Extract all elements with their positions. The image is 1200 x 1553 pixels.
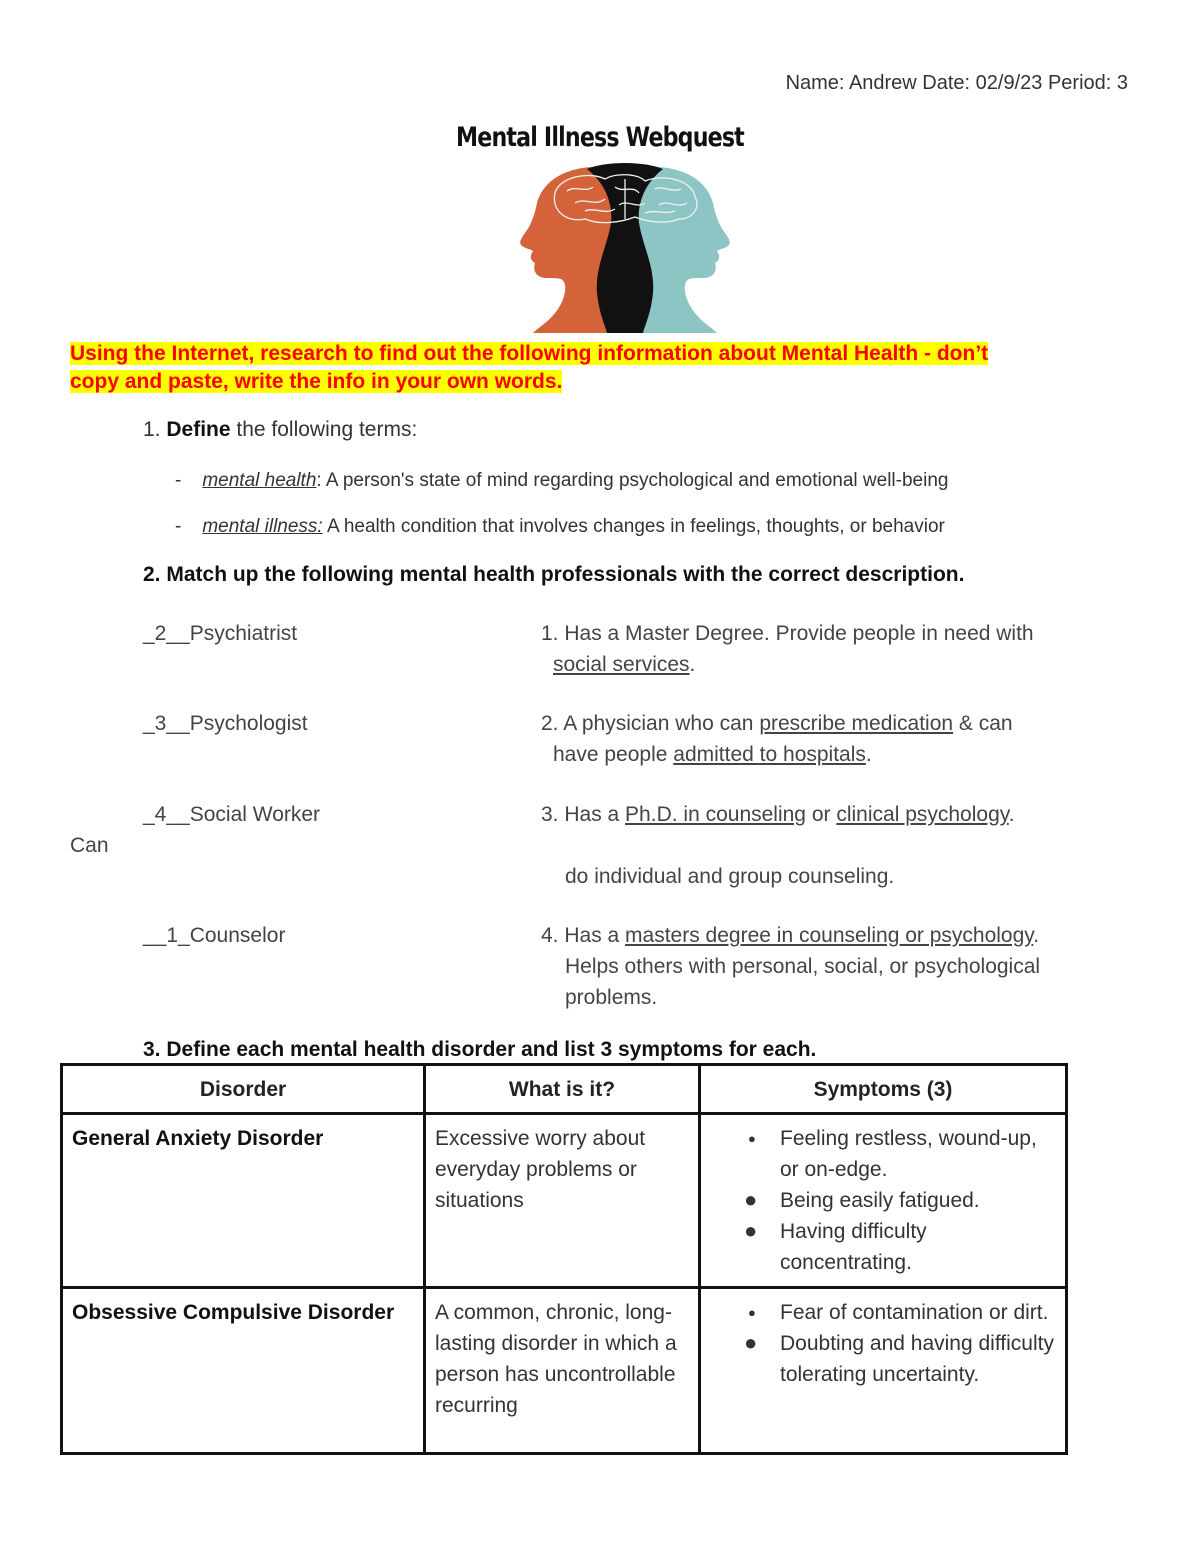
q1-bold-word: Define [166,418,231,441]
professional-social-worker: _4__Social Worker [143,803,321,826]
description-2-line-2 [553,743,872,767]
question-2-heading: 2. Match up the following mental health professionals with the correct description. [143,563,965,586]
term-mental-illness: mental illness: [202,516,323,537]
description-4-line-3: problems. [565,986,658,1009]
definition-text-mental-health: A person's state of mind regarding psychological and emotional well-being [325,470,949,491]
q1-number: 1. [143,418,161,441]
stray-text-can: Can [70,834,109,857]
description-3-text: or [806,803,837,826]
description-2-text: 2. A physician who can [541,712,760,735]
description-1-line-1: 1. Has a Master Degree. Provide people in need with [541,622,1034,645]
punctuation: . [1033,924,1040,947]
disorders-table [60,1063,1068,1455]
two-heads-brain-illustration [515,163,735,335]
description-4-line-2: Helps others with personal, social, or psychological [565,955,1041,978]
symptom-item: ● Being easily fatigued. [710,1185,1056,1216]
underlined-social-services: social services [553,653,690,676]
symptoms-list [710,1123,1056,1278]
symptoms-cell [700,1288,1067,1454]
punctuation: . [865,743,872,766]
q1-prompt: the following terms: [230,418,418,441]
professional-counselor: __1_Counselor [143,924,286,947]
symptoms-list [710,1297,1056,1390]
symptoms-cell [700,1114,1067,1288]
definition-mental-illness [175,516,945,538]
disorder-name: General Anxiety Disorder [62,1114,425,1288]
question-1 [143,418,417,442]
professional-psychiatrist: _2__Psychiatrist [143,622,298,645]
definition-dash: - [175,470,182,491]
column-header-what-is-it: What is it? [425,1065,700,1114]
instructions-line-2: copy and paste, write the info in your own words. [70,370,563,393]
symptom-item: ● Having difficulty concentrating. [710,1216,1056,1278]
description-2-text: have people [553,743,674,766]
table-header-row [62,1065,1067,1114]
table-row [62,1114,1067,1288]
professional-psychologist: _3__Psychologist [143,712,308,735]
description-3-line-1 [541,803,1015,827]
column-header-symptoms: Symptoms (3) [700,1065,1067,1114]
definition-dash: - [175,516,182,537]
underlined-prescribe-medication: prescribe medication [759,712,954,735]
term-mental-health: mental health [202,470,317,491]
underlined-phd-in-counseling: Ph.D. in counseling [625,803,806,826]
description-4-text: 4. Has a [541,924,626,947]
term-separator: : [316,470,326,491]
instructions-line-1: Using the Internet, research to find out the following information about Mental Health - don’t [70,342,989,365]
symptom-item: ● Doubting and having difficulty tolerating uncertainty. [710,1328,1056,1390]
description-1-line-2 [553,653,695,677]
definition-mental-health [175,470,948,492]
table-row [62,1288,1067,1454]
underlined-admitted-to-hospitals: admitted to hospitals [673,743,866,766]
definition-text-mental-illness: A health condition that involves changes in feelings, thoughts, or behavior [326,516,945,537]
underlined-masters-degree: masters degree in counseling or psychology [625,924,1034,947]
research-instructions [70,340,1110,396]
question-3-heading: 3. Define each mental health disorder and list 3 symptoms for each. [143,1038,817,1061]
description-3-text: 3. Has a [541,803,626,826]
page-title: Mental Illness Webquest [456,122,744,153]
description-2-line-1 [541,712,1013,736]
disorder-definition: A common, chronic, long-lasting disorder in which a person has uncontrollable recurring [425,1288,700,1454]
punctuation: . [1008,803,1015,826]
description-4-line-1 [541,924,1039,948]
underlined-clinical-psychology: clinical psychology [836,803,1009,826]
punctuation: . [689,653,696,676]
disorder-name: Obsessive Compulsive Disorder [62,1288,425,1454]
symptom-item: ● Feeling restless, wound-up, or on-edge. [710,1123,1056,1185]
description-3-line-2: do individual and group counseling. [565,865,895,888]
column-header-disorder: Disorder [62,1065,425,1114]
symptom-item: ● Fear of contamination or dirt. [710,1297,1056,1328]
description-2-text-end: & can [953,712,1013,735]
disorder-definition: Excessive worry about everyday problems or situations [425,1114,700,1288]
student-info-line: Name: Andrew Date: 02/9/23 Period: 3 [785,72,1128,94]
